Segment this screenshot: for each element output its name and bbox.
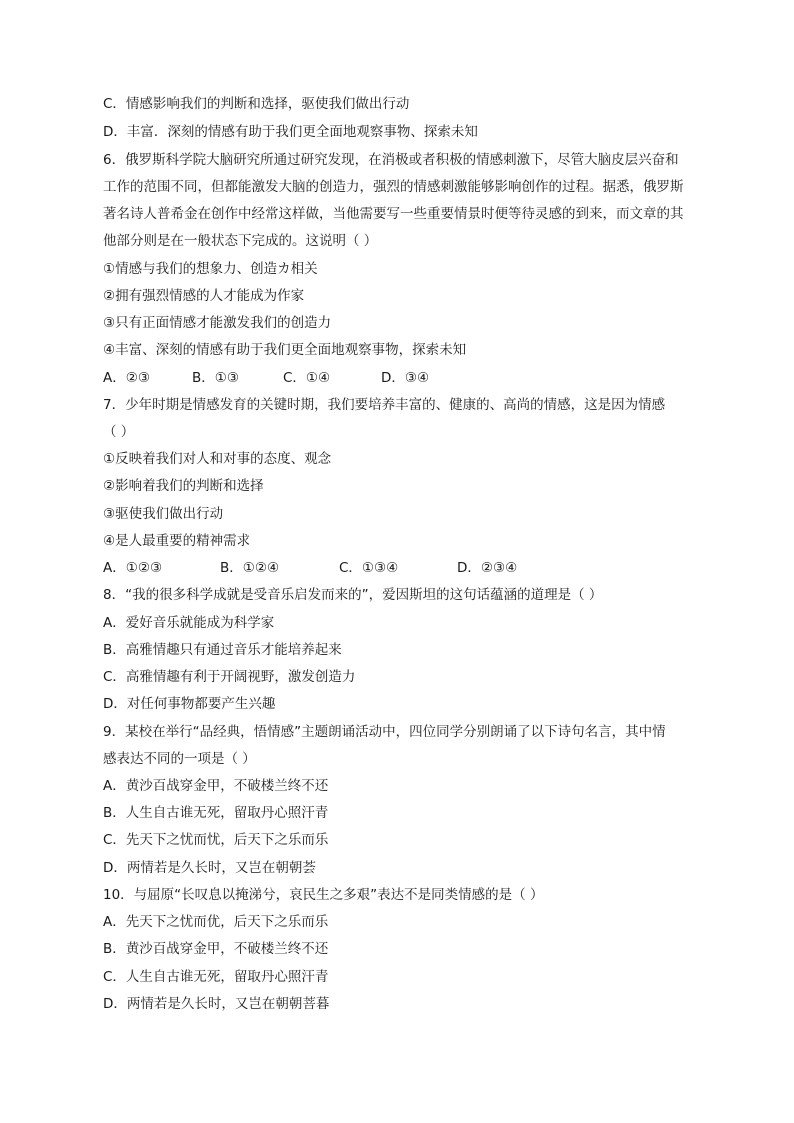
q6-option-a: A．②③ <box>103 370 150 386</box>
q9-stem-line-2: 感表达不同的一项是（ ） <box>103 751 256 767</box>
q10-option-b: B．黄沙百战穿金甲，不破楼兰终不还 <box>103 941 329 957</box>
q10-stem: 10．与屈原“长叹息以掩涕兮，哀民生之多艰”表达不是同类情感的是（ ） <box>103 887 544 903</box>
q6-item-4: ④丰富、深刻的情感有助于我们更全面地观察事物，探索未知 <box>103 342 467 358</box>
q8-option-c: C．高雅情趣有利于开阔视野，激发创造力 <box>103 669 356 685</box>
q6-item-3: ③只有正面情感才能激发我们的创造力 <box>103 315 332 331</box>
q6-stem-line-3: 著名诗人普希金在创作中经常这样做，当他需要写一些重要情景时便等待灵感的到来，而文章的其 <box>103 206 684 222</box>
q7-stem-line-2: （ ） <box>103 424 135 440</box>
q6-option-d: D．③④ <box>381 370 430 386</box>
q8-option-d: D．对任何事物都要产生兴趣 <box>103 696 276 712</box>
q9-option-b: B．人生自古谁无死，留取丹心照汗青 <box>103 805 329 821</box>
q10-option-c: C．人生自古谁无死，留取丹心照汗青 <box>103 969 329 985</box>
q6-stem-line-2: 工作的范围不同，但都能激发大脑的创造力，强烈的情感刺激能够影响创作的过程。据悉，俄罗斯 <box>103 179 684 195</box>
q10-option-d: D．两情若是久长时，又岂在朝朝菩暮 <box>103 996 330 1012</box>
q8-option-a: A．爱好音乐就能成为科学家 <box>103 615 275 631</box>
q6-stem-line-1: 6．俄罗斯科学院大脑研究所通过研究发现，在消极或者积极的情感刺激下，尽管大脑皮层兴奋和 <box>103 152 679 168</box>
q5-option-d: D．丰富．深刻的情感有助于我们更全面地观察事物、探索未知 <box>103 124 478 140</box>
q6-stem-line-4: 他部分则是在一般状态下完成的。这说明（ ） <box>103 233 378 249</box>
q7-option-d: D．②③④ <box>457 560 518 576</box>
q8-stem: 8．“我的很多科学成就是受音乐启发而来的”，爱因斯坦的这句话蕴涵的道理是（ ） <box>103 587 603 603</box>
q9-option-c: C．先天下之忧而忧，后天下之乐而乐 <box>103 832 329 848</box>
q9-option-d: D．两情若是久长时，又岂在朝朝荟 <box>103 860 316 876</box>
q7-item-4: ④是人最重要的精神需求 <box>103 533 251 549</box>
q5-option-c: C．情感影响我们的判断和选择，驱使我们做出行动 <box>103 96 410 112</box>
q6-option-b: B．①③ <box>192 370 239 386</box>
q8-option-b: B．高雅情趣只有通过音乐才能培养起来 <box>103 642 342 658</box>
q9-option-a: A．黄沙百战穿金甲，不破楼兰终不还 <box>103 778 329 794</box>
q7-option-b: B．①②④ <box>220 560 280 576</box>
q6-item-1: ①情感与我们的想象力、创造カ相关 <box>103 261 318 277</box>
q6-option-c: C．①④ <box>283 370 331 386</box>
q6-item-2: ②拥有强烈情感的人才能成为作家 <box>103 288 305 304</box>
q7-option-c: C．①③④ <box>339 560 399 576</box>
q7-option-a: A．①②③ <box>103 560 163 576</box>
q10-option-a: A．先天下之忧而优，后天下之乐而乐 <box>103 914 329 930</box>
q7-item-1: ①反映着我们对人和对事的态度、观念 <box>103 451 332 467</box>
q9-stem-line-1: 9．某校在举行“品经典，悟情感”主题朗诵活动中，四位同学分别朗诵了以下诗句名言，其中情 <box>103 724 666 740</box>
q7-stem-line-1: 7．少年时期是情感发育的关键时期，我们要培养丰富的、健康的、高尚的情感，这是因为情感 <box>103 397 666 413</box>
q7-item-2: ②影响着我们的判断和选择 <box>103 478 264 494</box>
q7-item-3: ③驱使我们做出行动 <box>103 506 224 522</box>
